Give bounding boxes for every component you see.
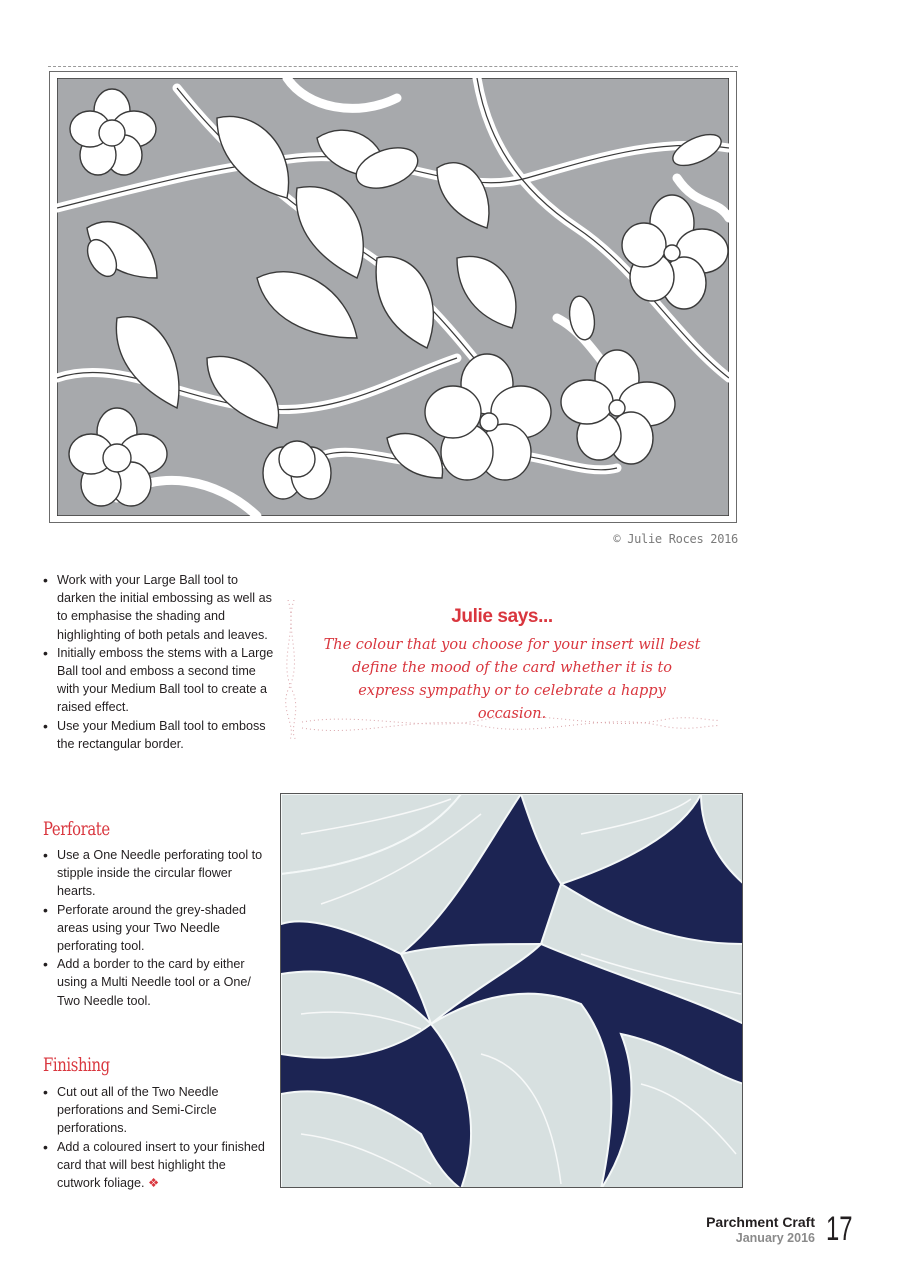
list-item: • Add a border to the card by either using a Multi Needle tool or a One/ Two Needle tool. (43, 955, 263, 1010)
end-mark-icon: ❖ (148, 1176, 160, 1191)
finishing-steps-list (43, 1083, 271, 1192)
perforate-steps-list (43, 846, 263, 1010)
julie-says-text: The colour that you choose for your insert will best define the mood of the card whether it is to express sympathy or to celebrate a happy occasion. (323, 637, 701, 722)
list-item: • Work with your Large Ball tool to darken the initial embossing as well as to emphasise the shading and highlighting of both petals and leaves. (43, 571, 275, 644)
page-number: 17 (826, 1210, 853, 1248)
top-dashed-rule (48, 66, 738, 67)
emboss-steps-list (43, 571, 275, 753)
list-item (43, 1138, 271, 1193)
list-item: • Initially emboss the stems with a Large Ball tool and emboss a second time with your Medium Ball tool to create a raised effect. (43, 644, 275, 717)
list-item-text: Add a coloured insert to your finished card that will best highlight the cutwork foliage. (57, 1139, 265, 1191)
finishing-heading: Finishing (43, 1054, 110, 1076)
issue-date: January 2016 (735, 1231, 815, 1245)
floral-pattern-drawing (57, 78, 729, 516)
cutwork-photo-drawing (281, 794, 743, 1188)
pattern-illustration (49, 71, 737, 523)
perforate-heading: Perforate (43, 818, 110, 840)
julie-says-title: Julie says... (451, 606, 553, 627)
finished-card-photo (280, 793, 743, 1188)
list-item: • Cut out all of the Two Needle perforations and Semi-Circle perforations. (43, 1083, 271, 1138)
list-item: • Perforate around the grey-shaded areas using your Two Needle perforating tool. (43, 901, 263, 956)
copyright-caption: © Julie Roces 2016 (613, 532, 738, 546)
julie-says-box (282, 600, 722, 740)
magazine-title: Parchment Craft (706, 1214, 815, 1230)
list-item: • Use your Medium Ball tool to emboss the rectangular border. (43, 717, 275, 753)
list-item: • Use a One Needle perforating tool to stipple inside the circular flower hearts. (43, 846, 263, 901)
